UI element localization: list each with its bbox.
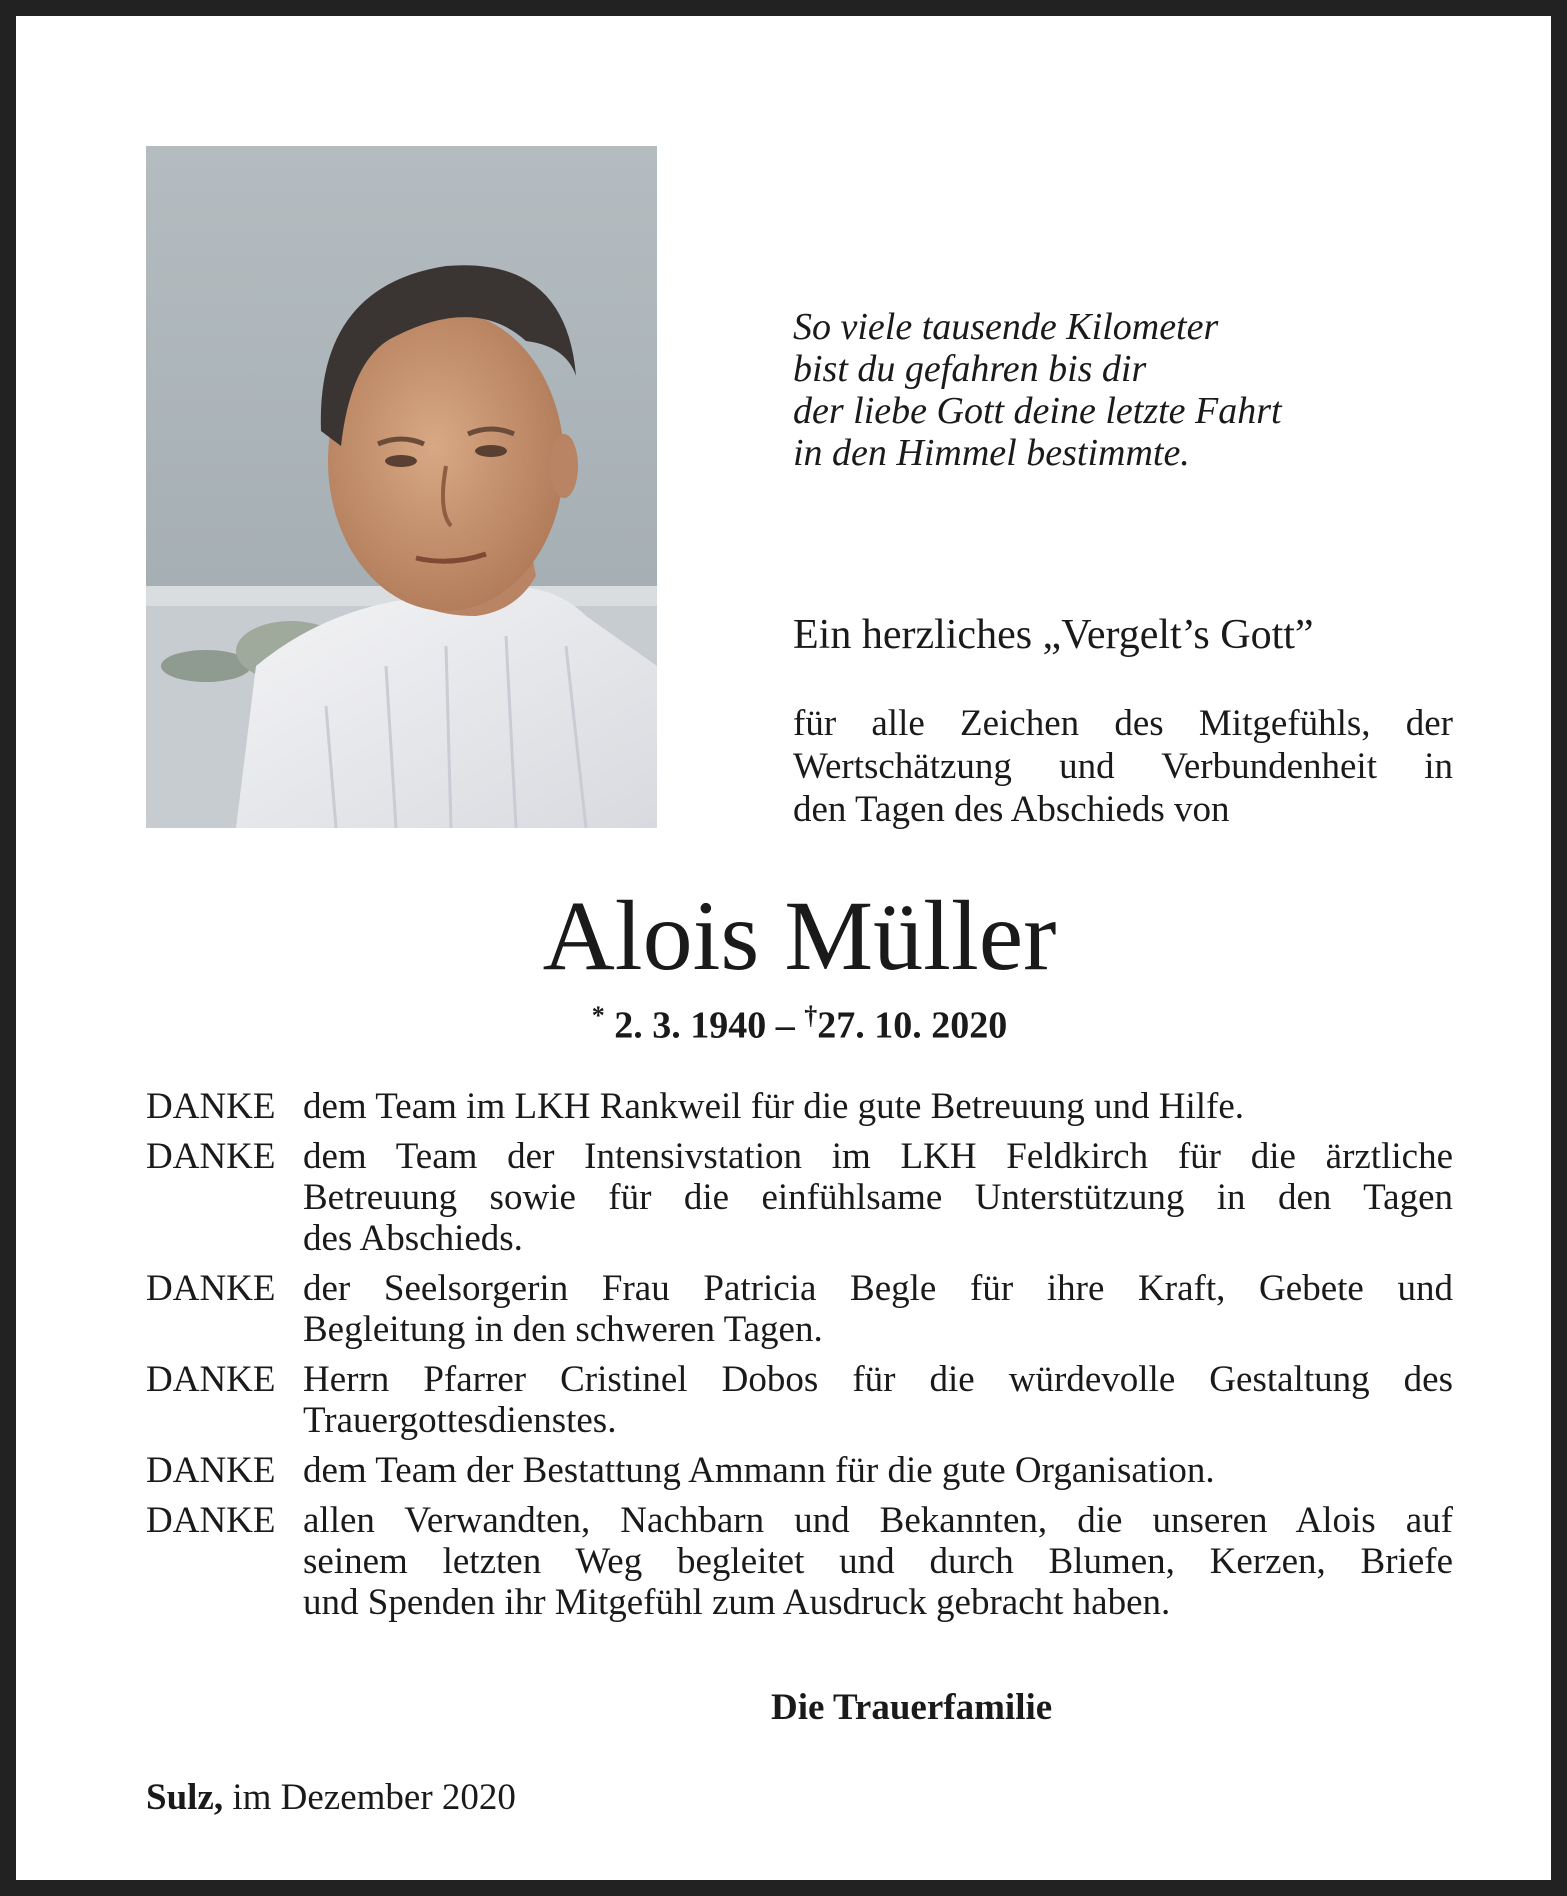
danke-line: seinem letzten Weg begleitet und durch Blumen, Kerzen, Briefe — [303, 1541, 1453, 1582]
birth-date: 2. 3. 1940 — [614, 1004, 767, 1047]
danke-line: Betreuung sowie für die einfühlsame Unterstützung in den Tagen — [303, 1177, 1453, 1218]
danke-label: DANKE — [146, 1086, 276, 1127]
danke-item — [146, 1359, 1453, 1441]
danke-line: des Abschieds. — [303, 1218, 523, 1259]
danke-line: dem Team der Bestattung Ammann für die gute Organisation. — [303, 1450, 1215, 1491]
danke-label: DANKE — [146, 1500, 276, 1541]
death-symbol: † — [804, 1001, 818, 1030]
danke-item — [146, 1086, 1453, 1127]
danke-item — [146, 1450, 1453, 1491]
danke-text — [303, 1359, 1453, 1441]
portrait-image — [146, 146, 657, 828]
date-dash: – — [775, 1004, 795, 1047]
danke-label: DANKE — [146, 1136, 276, 1177]
birth-symbol: * — [591, 1001, 605, 1030]
intro-line: den Tagen des Abschieds von — [793, 789, 1230, 830]
thanks-heading: Ein herzliches „Vergelt’s Gott” — [793, 612, 1314, 658]
place: Sulz, — [146, 1777, 224, 1818]
quote — [793, 306, 1473, 474]
danke-line: dem Team der Intensivstation im LKH Feldkirch für die ärztliche — [303, 1136, 1453, 1177]
quote-line: der liebe Gott deine letzte Fahrt — [793, 390, 1282, 432]
danke-text — [303, 1136, 1453, 1259]
death-date: 27. 10. 2020 — [817, 1004, 1008, 1047]
intro-line: für alle Zeichen des Mitgefühls, der — [793, 703, 1453, 744]
danke-item — [146, 1136, 1453, 1259]
quote-line: So viele tausende Kilometer — [793, 306, 1219, 348]
danke-line: Herrn Pfarrer Cristinel Dobos für die würdevolle Gestaltung des — [303, 1359, 1453, 1400]
danke-label: DANKE — [146, 1359, 276, 1400]
portrait-photo — [146, 146, 657, 828]
place-date — [146, 1776, 516, 1819]
danke-line: Begleitung in den schweren Tagen. — [303, 1309, 823, 1350]
danke-text — [303, 1500, 1453, 1623]
intro-line: Wertschätzung und Verbundenheit in — [793, 746, 1453, 787]
intro-text — [793, 702, 1453, 831]
danke-text — [303, 1268, 1453, 1350]
date: im Dezember 2020 — [232, 1777, 516, 1818]
danke-label: DANKE — [146, 1268, 276, 1309]
danke-line: der Seelsorgerin Frau Patricia Begle für ihre Kraft, Gebete und — [303, 1268, 1453, 1309]
danke-label: DANKE — [146, 1450, 276, 1491]
danke-line: und Spenden ihr Mitgefühl zum Ausdruck gebracht haben. — [303, 1582, 1171, 1623]
danke-text — [303, 1086, 1453, 1127]
danke-list — [146, 1086, 1453, 1632]
danke-item — [146, 1500, 1453, 1623]
danke-line: Trauergottesdienstes. — [303, 1400, 617, 1441]
signature: Die Trauerfamilie — [771, 1687, 1053, 1728]
quote-line: bist du gefahren bis dir — [793, 348, 1147, 390]
danke-line: dem Team im LKH Rankweil für die gute Betreuung und Hilfe. — [303, 1086, 1245, 1127]
danke-text — [303, 1450, 1453, 1491]
danke-item — [146, 1268, 1453, 1350]
quote-line: in den Himmel bestimmte. — [793, 432, 1190, 474]
deceased-name: Alois Müller — [542, 880, 1057, 991]
life-dates — [16, 1001, 1567, 1048]
danke-line: allen Verwandten, Nachbarn und Bekannten, die unseren Alois auf — [303, 1500, 1453, 1541]
